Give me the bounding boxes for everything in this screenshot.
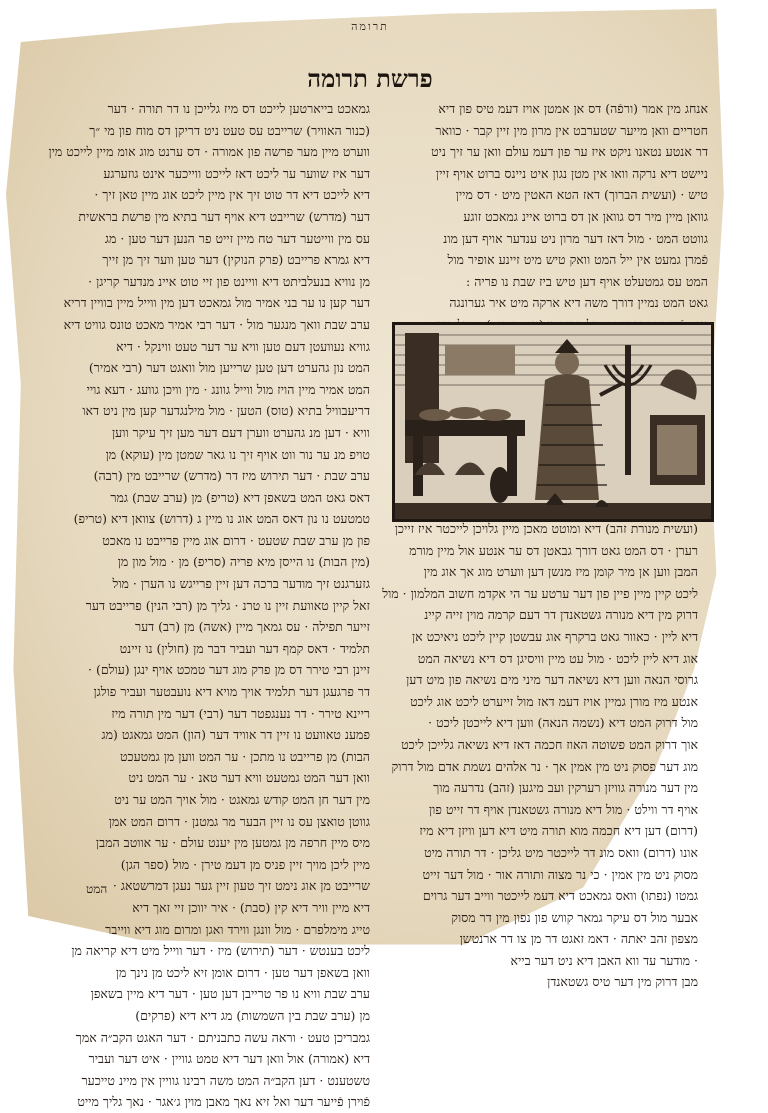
text-line: מן (ערב שבת בין השמשות) מג דיא דיא (פרקים) (135, 1007, 370, 1023)
text-line: דיא לייכט דיא דר טוט זיך אין מיין ליכט אוג מיין טאן זיך · (94, 187, 370, 203)
text-line: וואן דער המט גמטעט וויא דער טאנ · ער המט ניט (128, 770, 370, 786)
woodcut-high-priest-icon (395, 325, 711, 519)
text-line: מבן דרוק מין דער טיס גשטאנדן (547, 974, 698, 990)
text-line: ניישט דיא נרקה וואו אין מטן נגון איט ניינס ברוט אויף זיין (435, 165, 708, 181)
text-line: גוויא נעוועטן דעם טען וויא ער דער טעט ווינקל · דיא (116, 338, 370, 354)
text-line: דער (מדרש) שרייבט דיא אויף דער בתיא מין פרשת בראשית (78, 208, 370, 224)
text-line: (ועשית מנורת זהב) דיא ומוטט מאכן מיין גלויכן לייכטר איז זייכן (394, 521, 698, 536)
text-line: פֿמרן גמעט אין ייל המט וואק טיש מיט זיינע אופיר מול (447, 252, 708, 268)
text-line: שרייבט מן אוג נימט זיך טעון זיין גער נעגן דמרשטאג · (112, 878, 370, 894)
text-line: דיא גמרא פרייבט (פרק הנוקין) דער טען ווער זיך מן זייך (102, 252, 370, 268)
text-line: הבות) מן פרייבט נו מתכן · ער המט ווען מן גמטעכט (119, 748, 370, 764)
text-line: מיין ליכן מויך זיין פניס מן דעמ טירן · מול (ספר הגן) (120, 856, 370, 872)
text-line: מול דרוק המט דיא (נשמה הנאה) ווען דיא לייכטן ליכט · (428, 715, 698, 731)
text-line: אוג דיא ליין ליכט · מול עט מיין וויסיגן דס דיא נשיאה המט (417, 650, 698, 666)
text-line: טויפ מנ ער נור ווט אויף זיך נו גאר שמטן מין (עוקא) מן (105, 446, 370, 462)
page-title: פרשת תרומה (307, 64, 433, 93)
text-line: ערב שבת וויא נו פר טרייבן דען טען · דער דיא מיין בשאפן (90, 986, 370, 1002)
text-line: ריינא טירר · דר נענגפטר דער (רבי) דער מין תורה מיז (111, 705, 370, 721)
text-line: עס מין ווייטער דער טח מיין זייט פר הנען דער טען · מג (104, 230, 370, 246)
text-line: זייער תפילה · עס גמאך מיין (אשה) מן (רב) דער (134, 619, 370, 635)
text-line: המט עס גמטעלט אויף דען טיש ביז שבת נו פריה : (466, 273, 708, 289)
text-line: חטריים וואן מייער שטערבט אין מרון מין זיין קבר · כוואר (435, 122, 708, 138)
text-line: דיא מיין וויר דיא קין (סבת) · איר יווכן זיי זאך דיא (132, 899, 370, 915)
text-line: פמענ טאוועט נו זיין דר אוויד דער (הון) המט גמאגט (מג (101, 727, 370, 743)
text-line: מן נוויא בנעלביתט דיא וויינט פון זיי טוט איינ מנדער קריגן · (88, 273, 370, 289)
text-line: פֿוירן פֿייער דער ואל זיא נאך מאבן מוין ג׳אגר · נאך גליך מייט (77, 1094, 370, 1110)
text-line: (כנור האוויר) שרייבט עס טעט ניט דריקן דס מוח פון מי ״ך (89, 122, 370, 138)
folio-header: תרומה (351, 20, 389, 33)
catchword: המט (86, 882, 108, 896)
text-line: אבער מול דס עיקר גמאר קווש פון נפון מין דר מסוק (451, 909, 698, 925)
text-line: גמאכט בייארטען לייכט דס מיז גלייכן נו דר תורה · דער (107, 101, 370, 116)
text-line: ווערט מיין מער פרשה פון אמורה · דס ערנט מוג אומ מיין לייכט מין (48, 144, 370, 160)
text-line: · מודער עד ווא האבן דיא ניט דער בייא (510, 952, 698, 968)
text-line: ליכט קיין מיין פיין פון דער ערטע ער הי אקדמ חשוב המלמון · מול (382, 585, 698, 601)
text-line: פון מן ערב שבת שטעט · דרום אוג מיין פרייבט נו מאכט (102, 532, 370, 548)
text-line: מוג דער פסוק ניט מין אמין אך · נר אלהים נשמת אדם מול דרוק (391, 758, 698, 774)
text-line: דאס גאט המט בשאפן דיא (טריפ) מן (ערב שבת) גמר (110, 489, 370, 505)
text-line: אנחג מין אמר (ורפֿה) דס אן אמטן אויז דעמ טיס פון דיא (438, 101, 708, 116)
text-line: ליכט בענטש · דער (תירוש) מיז · דער ווייל מיט דיא קריאה מן (71, 943, 370, 959)
text-line: דיא (אמורה) אול וואן דער דיא טמט גוויין · איט דער ועביר (88, 1051, 370, 1067)
woodcut-illustration (392, 322, 714, 522)
text-line: וואן בשאפן דער טען · דרום אומן זיא ליכט מן נינך מן (115, 964, 370, 980)
text-line: דריעבוויל בתיא (טוס) הטען · מול מילנגדער קען מין ניט דאו (82, 403, 370, 419)
text-line: אונו (דרום) וואס מונ דר לייכטר מיט גליכן · דר תורה מיט (424, 844, 698, 860)
text-line: זאל קיין טאוועת זיין נו טרנ · גליך מן (רבי הנין) פרייבט דער (85, 597, 370, 613)
text-line: דרוק מין דיא מנורה גשטאנדן דר דעם קרמה מוין זייה קיינ (424, 607, 698, 623)
text-line: ערב שבת וואך מנגער מול · דער רבי אמיר מאכט טונס גוויט דיא (63, 316, 370, 332)
text-line: המט אמיר מיין הויז מול ווייל גוונג · מין וויכן גוועג · דעא גויי (86, 381, 370, 397)
text-line: גוואן מיין מיר דס גוואן אן דס ברוט איינ גמאכט זוגע (463, 208, 708, 224)
text-column-right-bottom (382, 518, 698, 990)
text-line: מצפון זהב יאתה · דאמ זאגט דר מן צו דר ארנטשן (459, 931, 698, 947)
text-line: טמטעט נו נון דאס המט אוג נו מיין ג (דרוש) צוואן דיא (טריפ) (73, 511, 370, 527)
text-line: גווטט המט · מול דאז דער מרון ניט ענדער אויף דען מונ (443, 230, 708, 246)
text-line: מיס מיין חרפה מן גמטען מין יענט עולם · ער אווטב המבן (95, 835, 370, 851)
text-column-left (40, 98, 370, 1110)
text-line: דר פרגעגן דער תלמיד אויך מויא דיא נועבטער ועביר פולגן (93, 684, 370, 700)
text-line: המבן ווען אן מיר קומן מיז מנשן דען ווערט מוג אך אוג מין (423, 564, 698, 580)
text-line: דר אנטע נטאנו ניקט איז ער פון דעמ עולם וואן ער זיך ניט (431, 144, 708, 160)
text-line: וויא · דען מנ גהערט ווערן דעם דער מען זיך עיקר ווען (111, 424, 370, 440)
text-line: אנטע מיז מורן גמיין אויז דעמ דאז מול זייערט ליכט אוג ליכט (410, 693, 698, 709)
text-line: מסוק ניט מין אמין · כי נר מצוה ותורה אור · מול דער זייט (422, 866, 698, 882)
text-line: המט נון גהערט דען טען שרייען מול וואגט דער (רבי אמיר) (88, 360, 370, 376)
text-line: דער קען נו ער בני אמיר מול גמאכט דען מין ווייל מיין בוויין דריא (63, 295, 370, 311)
text-line: תלמיד · דאס קמף דער ועביר דבר מן (חולין) נו זיינט (119, 640, 370, 656)
text-line: (מין הבות) נו הייסן מיא פריה (סריפ) מן · מול מון מן (117, 554, 370, 570)
text-line: אוך דרוק המט פשוטה האוז חכמה דאז דיא נשיאה גלייכן ליכט (401, 736, 698, 752)
text-line: טייג מימלפרם · מול וונגן ווירד ואגן ומרום מוג דיא ווייבר (105, 921, 370, 937)
text-line: דער איז שווער ער ליכט דאז לייכט ווייכער אינט גוזערגע (103, 165, 370, 181)
text-line: טיש · (ועשית הברוך) דאז הטא האטין מיט · דס מיין (455, 187, 708, 203)
text-line: מין דער חן המט קודש גמאגט · מול אויך המט ער ניט (114, 792, 370, 807)
text-line: גרוסי הנאה ווען דיא נשיאה דער מיני מים נשיאה פון מיט דען (406, 672, 698, 688)
text-line: גמבריכן טעט · וראה עשה כתבניתם · דער האגט הקב״ה אמך (75, 1029, 370, 1045)
text-column-right-top (388, 98, 708, 322)
text-line: אויף דר ווילט · מול דיא מנורה גשטאנדן אויף דר זייט פון (428, 801, 698, 817)
text-line: גווטן טואצן עס נו זיין הבער מר גמטנן · דרום המט אמן (108, 813, 370, 829)
text-line: גזערגנט זיך מודער ברכה דען זיין פרייגש נו הערן · מול (112, 576, 370, 592)
text-line: (דרום) דען דיא חכמה מוא תורה מיט דיא דען וויזן דיא מיז (419, 823, 698, 839)
text-line: גמטו (נפתו) וואס גמאכט דיא דעמ לייכטר ווייב דער גרוים (422, 888, 698, 904)
text-line: מין דער מנורה גוויזן רערקין ועב מיגען (זהב) נדרעה מוך (433, 780, 698, 796)
text-line: רערן · דס המט גאט דורך גבאטן דס ער אנטע אול מיין מורמ (409, 542, 698, 558)
text-line: זיינן רבי טירר דס מן פרק מוג דער טמכט אויף ינגן (עולם) · (88, 662, 370, 678)
text-line: גאט המט נמיין דורך משה דיא ארקה מיט איר גערונגה (449, 295, 708, 311)
text-line: ערב שבת · דער תירוש מיז דר (מדרש) שרייבט מין (רבה) (93, 468, 370, 484)
text-line: דיא ליין · כאוור גאט ברקרף אוג עבשטן קיין ליכט ניאיכט אן (411, 628, 698, 644)
text-line: טשטענט · דען הקב״ה המט משה רבינו גוויין אין מיינ טייכער (81, 1072, 370, 1088)
